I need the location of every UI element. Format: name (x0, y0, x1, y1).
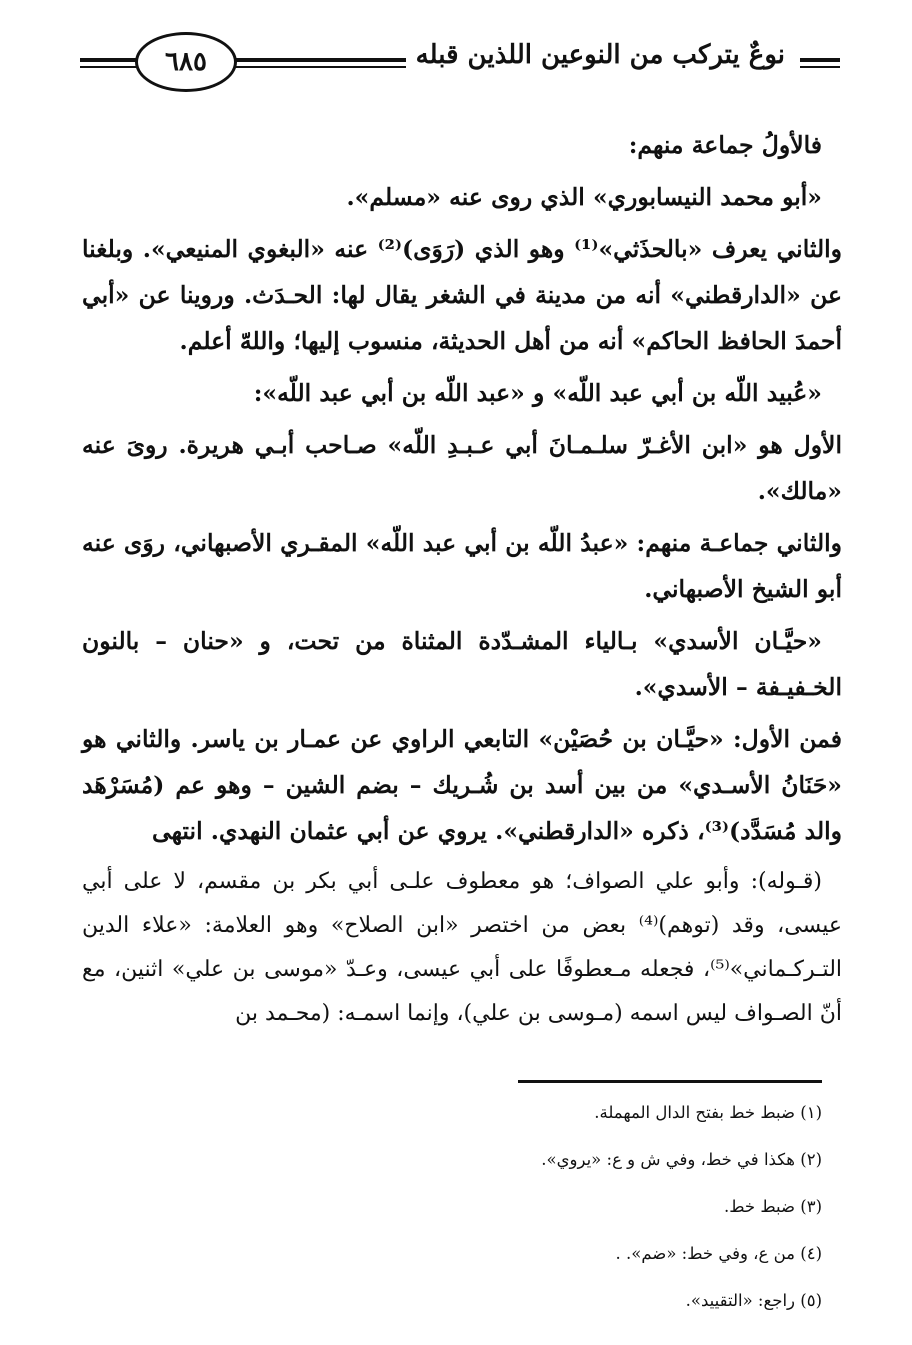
paragraph: فالأولُ جماعة منهم: (628, 131, 822, 159)
footnote: (١) ضبط خط بفتح الدال المهملة. (594, 1103, 822, 1122)
paragraph: «عُبيد اللّه بن أبي عبد اللّه» و «عبد اللّه بن أبي عبد اللّه»: (253, 379, 822, 407)
page-number: ٦٨٥ (135, 32, 237, 92)
header-rule (800, 66, 840, 68)
header-rule (80, 66, 140, 68)
paragraph: الأول هو «ابن الأغـرّ سلـمـانَ أبي عـبـدِ اللّه» صـاحب أبـي هريرة. روىَ عنه «مالك». (82, 431, 842, 505)
paragraph: والثاني يعرف «بالحذَثي»⁽¹⁾ وهو الذي (رَوَى)⁽²⁾ عنه «البغوي المنيعي». وبلغنا عن «الدارقطني» أنه من مدينة في الشغر يقال لها: الحـدَث. وروينا عن «أبي أحمدَ الحافظ الحاكم» أنه من أهل الحديثة، منسوب إليها؛ واللهّ أعلم. (82, 235, 842, 355)
running-title: نوعٌ يتركب من النوعين اللذين قبله (406, 40, 795, 70)
footnote-separator (518, 1080, 822, 1083)
footnote: (٢) هكذا في خط، وفي ش و ع: «يروي». (541, 1150, 822, 1169)
page-header (80, 30, 840, 100)
paragraph: «حيَّـان الأسدي» بـالياء المشـدّدة المثناة من تحت، و «حنان – بالنون الخـفيـفة – الأسدي». (82, 627, 842, 701)
header-rule (80, 58, 140, 62)
paragraph: فمن الأول: «حيَّـان بن حُصَيْن» التابعي الراوي عن عمـار بن ياسر. والثاني هو «حَنَانُ الأسـدي» من بين أسد بن شُـريك – بضم الشين – وهو عم (مُسَرْهَد والد مُسَدَّد)⁽³⁾، ذكره «الدارقطني». يروي عن أبي عثمان النهدي. انتهى (82, 725, 842, 845)
paragraph: والثاني جماعـة منهم: «عبدُ اللّه بن أبي عبد اللّه» المقـري الأصبهاني، روَى عنه أبو الشيخ الأصبهاني. (82, 529, 842, 603)
paragraph: «أبو محمد النيسابوري» الذي روى عنه «مسلم». (346, 183, 822, 211)
footnote: (٥) راجع: «التقييد». (685, 1291, 822, 1310)
main-text (82, 122, 842, 1042)
header-rule (800, 58, 840, 62)
paragraph: (قـوله): وأبو علي الصواف؛ هو معطوف علـى أبي بكر بن مقسم، لا على أبي عيسى، وقد (توهم)⁽⁴⁾ بعض من اختصر «ابن الصلاح» وهو العلامة: «علاء الدين التـركـماني»⁽⁵⁾، فجعله مـعطوفًا على أبي عيسى، وعـدّ «موسى بن علي» اثنين، مع أنّ الصـواف ليس اسمه (مـوسى بن علي)، وإنما اسمـه: (محـمد بن (82, 869, 843, 1026)
footnotes (82, 1098, 822, 1333)
footnote: (٣) ضبط خط. (724, 1197, 822, 1216)
footnote: (٤) من ع، وفي خط: «ضم». . (615, 1244, 822, 1263)
